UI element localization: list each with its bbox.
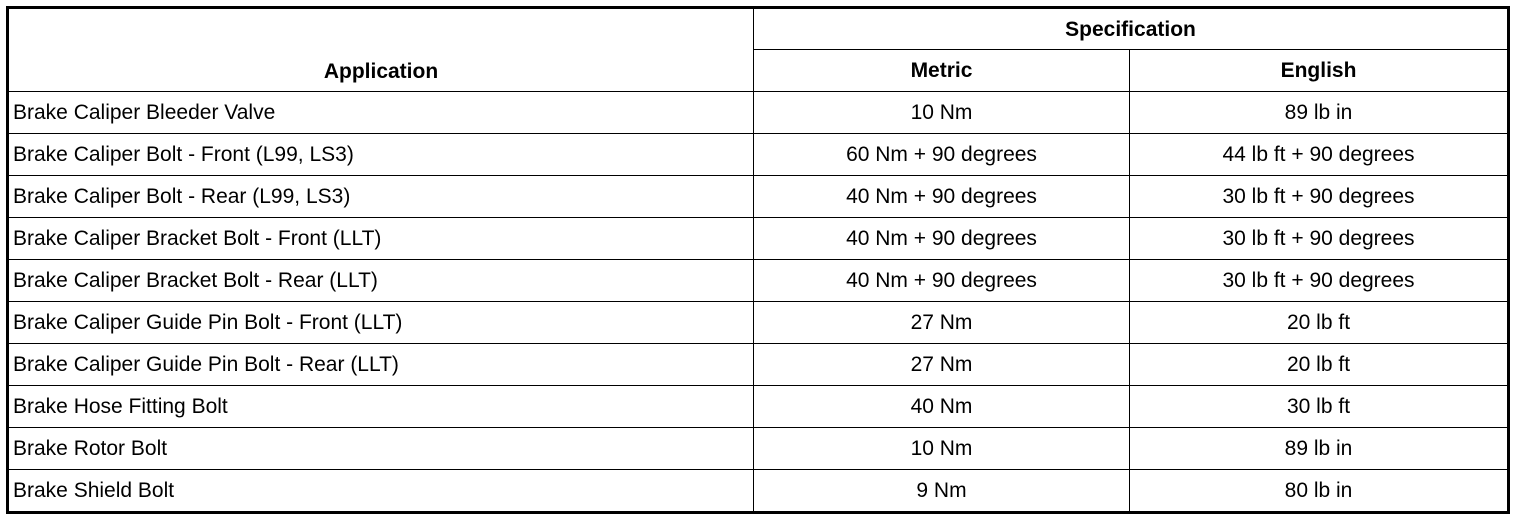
application-cell: Brake Caliper Bolt - Front (L99, LS3) — [8, 134, 754, 176]
table-body — [8, 92, 1509, 513]
table-header — [8, 8, 1509, 92]
header-row-top — [8, 8, 1509, 50]
english-cell: 30 lb ft — [1130, 386, 1509, 428]
table-row — [8, 428, 1509, 470]
metric-cell: 9 Nm — [754, 470, 1130, 513]
metric-cell: 27 Nm — [754, 344, 1130, 386]
table-row — [8, 470, 1509, 513]
english-cell: 20 lb ft — [1130, 344, 1509, 386]
metric-cell: 40 Nm + 90 degrees — [754, 218, 1130, 260]
application-cell: Brake Caliper Bracket Bolt - Front (LLT) — [8, 218, 754, 260]
specification-group-header: Specification — [754, 8, 1509, 50]
table-row — [8, 218, 1509, 260]
application-cell: Brake Rotor Bolt — [8, 428, 754, 470]
specification-table — [6, 6, 1510, 514]
english-cell: 30 lb ft + 90 degrees — [1130, 260, 1509, 302]
application-column-header: Application — [8, 8, 754, 92]
metric-column-header: Metric — [754, 50, 1130, 92]
metric-cell: 40 Nm + 90 degrees — [754, 260, 1130, 302]
metric-cell: 60 Nm + 90 degrees — [754, 134, 1130, 176]
english-cell: 44 lb ft + 90 degrees — [1130, 134, 1509, 176]
metric-cell: 40 Nm — [754, 386, 1130, 428]
english-column-header: English — [1130, 50, 1509, 92]
metric-cell: 10 Nm — [754, 92, 1130, 134]
application-cell: Brake Caliper Guide Pin Bolt - Front (LLT) — [8, 302, 754, 344]
metric-cell: 40 Nm + 90 degrees — [754, 176, 1130, 218]
english-cell: 20 lb ft — [1130, 302, 1509, 344]
english-cell: 30 lb ft + 90 degrees — [1130, 176, 1509, 218]
table-row — [8, 260, 1509, 302]
table-row — [8, 134, 1509, 176]
application-cell: Brake Caliper Bolt - Rear (L99, LS3) — [8, 176, 754, 218]
english-cell: 30 lb ft + 90 degrees — [1130, 218, 1509, 260]
table-row — [8, 176, 1509, 218]
english-cell: 89 lb in — [1130, 428, 1509, 470]
table-row — [8, 302, 1509, 344]
table-row — [8, 344, 1509, 386]
application-cell: Brake Caliper Bracket Bolt - Rear (LLT) — [8, 260, 754, 302]
application-cell: Brake Shield Bolt — [8, 470, 754, 513]
metric-cell: 10 Nm — [754, 428, 1130, 470]
application-cell: Brake Caliper Guide Pin Bolt - Rear (LLT) — [8, 344, 754, 386]
table-row — [8, 92, 1509, 134]
english-cell: 89 lb in — [1130, 92, 1509, 134]
metric-cell: 27 Nm — [754, 302, 1130, 344]
application-cell: Brake Hose Fitting Bolt — [8, 386, 754, 428]
table-row — [8, 386, 1509, 428]
english-cell: 80 lb in — [1130, 470, 1509, 513]
application-cell: Brake Caliper Bleeder Valve — [8, 92, 754, 134]
